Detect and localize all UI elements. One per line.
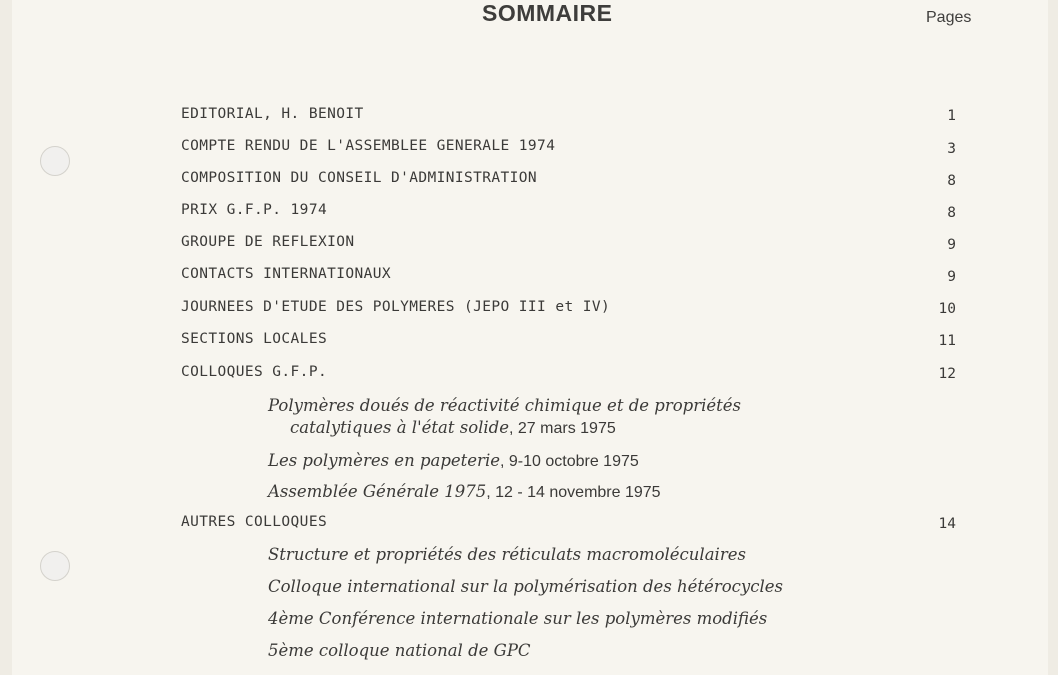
toc-entry-sections: SECTIONS LOCALES <box>181 331 328 347</box>
toc-page-number: 11 <box>938 333 956 349</box>
binder-hole <box>40 551 70 581</box>
toc-entry-contacts: CONTACTS INTERNATIONAUX <box>181 266 391 282</box>
toc-subentry-continuation: catalytiques à l'état solide, 27 mars 1975 <box>290 418 616 437</box>
toc-page-number: 8 <box>947 205 956 221</box>
toc-subentry: Polymères doués de réactivité chimique et de propriétés <box>268 396 742 415</box>
toc-subentry: Assemblée Générale 1975, 12 - 14 novembre 1975 <box>268 482 661 501</box>
toc-entry-autres-colloques: AUTRES COLLOQUES <box>181 514 328 530</box>
toc-page-number: 10 <box>938 301 956 317</box>
toc-page-number: 8 <box>947 173 956 189</box>
toc-page-number: 3 <box>947 141 956 157</box>
toc-subentry: 5ème colloque national de GPC <box>268 641 531 660</box>
toc-entry-journees: JOURNEES D'ETUDE DES POLYMERES (JEPO III et IV) <box>181 299 611 315</box>
toc-entry-prix: PRIX G.F.P. 1974 <box>181 202 328 218</box>
toc-page-number: 9 <box>947 269 956 285</box>
toc-subentry: Structure et propriétés des réticulats macromoléculaires <box>268 545 746 564</box>
page-title: SOMMAIRE <box>482 0 613 26</box>
toc-page-number: 9 <box>947 237 956 253</box>
document-page <box>12 0 1048 675</box>
toc-entry-compte-rendu: COMPTE RENDU DE L'ASSEMBLEE GENERALE 1974 <box>181 138 556 154</box>
toc-entry-composition: COMPOSITION DU CONSEIL D'ADMINISTRATION <box>181 170 538 186</box>
toc-page-number: 14 <box>938 516 956 532</box>
toc-subentry: Colloque international sur la polymérisation des hétérocycles <box>268 577 783 596</box>
toc-page-number: 12 <box>938 366 956 382</box>
toc-entry-editorial: EDITORIAL, H. BENOIT <box>181 106 364 122</box>
toc-page-number: 1 <box>947 108 956 124</box>
pages-column-header: Pages <box>926 9 972 26</box>
toc-entry-groupe: GROUPE DE REFLEXION <box>181 234 355 250</box>
toc-entry-colloques-gfp: COLLOQUES G.F.P. <box>181 364 328 380</box>
toc-subentry: Les polymères en papeterie, 9-10 octobre 1975 <box>268 451 639 470</box>
toc-subentry: 4ème Conférence internationale sur les polymères modifiés <box>268 609 768 628</box>
binder-hole <box>40 146 70 176</box>
